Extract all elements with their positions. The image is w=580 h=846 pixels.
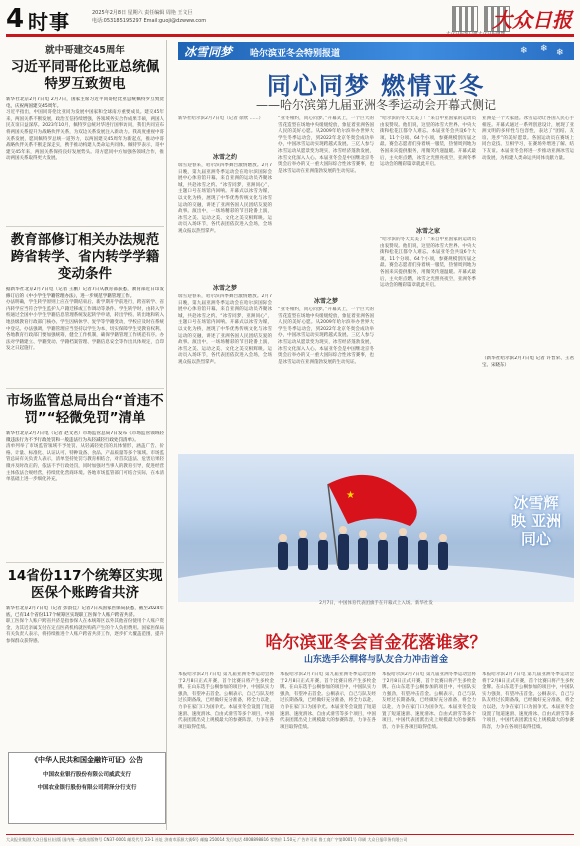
page-footer: 大众报业集团(大众日报社)出版 国内统一连续出版物号 CN37-0001 邮发代号 23-1 社址 济南市泺源大街6号 邮编 250014 发行电话 4008898816 零售价 1.50元 广告许可证 鲁工商广字第0001号 印刷 大众日报印务有限公司 [6,834,574,843]
section-title: 时事 [28,10,70,34]
page-header [0,0,580,40]
article-text: 职工医保个人账户跨省共济是指参保人在本统筹区以外其他省份使用个人账户资金，为其近亲属支付在定点医药机构就医购药产生的个人负担费用。国家医保局有关负责人表示，将持续推进个人账户跨省共济工作，逐步扩大覆盖范围，提升参保群众获得感。 [6,619,164,644]
column-subhead: 冰雪之家 [415,228,440,235]
national-flag [328,475,417,526]
article-title[interactable]: 教育部修订相关办法规范跨省转学、省内转学学籍变动条件 [10,232,160,282]
article-separator [6,388,164,389]
column-text: 瑞雪迎春来，哈尔滨四季舞台激情燃放。2月7日晚，第九届亚洲冬季运动会在哈尔滨国际会展中心体育馆开幕。来自亚洲的运动员齐聚冰城，共赴冰雪之约。“冰雪同梦，亚洲同心”，主题口号在场馆内回响。开幕式以冰雪为媒，以文化为桥，展现了中华优秀传统文化与冰雪运动的交融，讲述了亚洲各国人民团结友爱的故事。演出中，一场场精彩的节目轮番上演，冰雪之美、运动之美、文化之美交相辉映。运动员入场环节，各代表团依次进入会场，全场观众报以热烈掌声。 [178,163,272,234]
snowflake-icon: ❄ [540,44,548,54]
main-headline[interactable]: 同心同梦 燃情亚冬 [266,72,486,100]
newspaper-logo: 大众日报 [492,8,572,32]
column-text: 亚洲是一个大家庭。冰雪运动让各国人民心手相连。开幕式通过一系列创意设计，展现了亚洲文明的多样性与包容性，表达了“团结、友谊、进步”的美好愿景。各国运动员在赛场上同台竞技、互相学习，在赛场外增进了解、结下友谊。本届亚冬会将进一步推动亚洲冰雪运动发展，为构建人类命运共同体贡献力量。 [482,116,574,161]
bottom-body-col1: 本报哈尔滨2月7日电 第九届亚洲冬季运动会将于2月8日正式开赛，首个比赛日将产生多枚金牌。在山东选手公桐参加的项目中，中国队实力强劲，有望冲击首金。公桐表示，自己与队友经过长期备战，已经做好充分准备，将全力以赴，力争在家门口为国争光。本届亚冬会设置了短道速滑、速度滑冰、自由式滑雪等多个项目，中国代表团派出史上规模最大的参赛阵容，力争在各项目取得佳绩。 [178,672,274,730]
article-title[interactable]: 14省份117个统筹区实现医保个账跨省共济 [7,568,163,601]
column-text: “亚冬相约，同心同梦。”开幕式上，一个巨大的雪花造型在场地中央缓缓绽放，象征着亚洲各国人民的美好心愿。从2009年哈尔滨举办世界大学生冬季运动会，到2022年北京冬奥会成功举办，中国冰雪运动实现跨越式发展。三亿人参与冰雪运动从愿景变为现实，冰雪经济蓬勃发展，冰雪文化深入人心。本届亚冬会是中国继北京冬奥会后举办的又一重大国际综合性冰雪赛事，也是冰雪运动在亚洲蓬勃发展的生动见证。 [278,116,374,174]
article-text: 习近平指出，中国同哥伦比亚同为发展中国家和全球南方重要成员。建交45年来，两国关系不断发展，政治互信持续增强，各领域务实合作成果丰硕，两国人民友谊日益深厚。2023年10月，佩特罗总统对华进行国事访问，我们共同宣布将两国关系提升为战略伙伴关系，为双边关系发展注入新动力。我高度重视中哥关系发展，愿同佩特罗总统一道努力，以两国建交45周年为新起点，推动中哥战略伙伴关系不断走深走实，携手推动构建人类命运共同体。佩特罗表示，哥中建交45年来，两国关系保持良好发展势头。哥方愿同中方加强各领域合作，推动两国关系取得更大发展。 [6,110,164,162]
feature-column-4 [482,116,574,370]
article-body [6,431,164,549]
article-separator [6,562,164,563]
page-number: 4 [6,4,25,34]
article-lead: 新华社北京2月7日电（记者 彭韵佳）记者7日从国家医保局获悉，截至2024年底，已有14个省份117个统筹区实现职工医保个人账户跨省共济。 [6,606,164,618]
license-announcement [8,752,166,824]
column-subhead: 冰雪之梦 [313,298,338,305]
column-subhead: 冰雪之约 [212,154,237,161]
feature-column-2 [278,116,374,365]
column-lead: 新华社哈尔滨2月7日电（记者 徐欣 ……） [178,116,264,121]
snowflake-icon: ❄ [556,48,564,58]
article-education [6,232,164,405]
column-signoff: （新华社哈尔滨2月7日电 记者 许晋荣、王君宝、宋晓东） [482,356,574,368]
bottom-headline[interactable]: 哈尔滨亚冬会首金花落谁家？ [265,633,487,653]
main-subheadline: ——哈尔滨第九届亚洲冬季运动会开幕式侧记 [255,98,496,112]
announcement-line: 中国农业银行股份有限公司菏泽分行支行 [37,785,137,791]
article-title[interactable]: 市场监管总局出台“首违不罚”“轻微免罚”清单 [6,393,164,426]
article-xi-colombia [6,42,164,229]
bottom-body-col4: 本报哈尔滨2月7日电 第九届亚洲冬季运动会将于2月8日正式开赛，首个比赛日将产生多枚金牌。在山东选手公桐参加的项目中，中国队实力强劲，有望冲击首金。公桐表示，自己与队友经过长期备战，已经做好充分准备，将全力以赴，力争在家门口为国争光。本届亚冬会设置了短道速滑、速度滑冰、自由式滑雪等多个项目，中国代表团派出史上规模最大的参赛阵容，力争在各项目取得佳绩。 [482,672,574,730]
header-meta-contact: 电话:053185195297 Email:guoji@dzwww.com [92,18,207,24]
article-market-regulation [6,393,164,549]
banner-subtitle: 哈尔滨亚冬会特别报道 [250,49,341,59]
feature-column-3 [380,116,476,373]
article-kicker: 就中哥建交45周年 [45,45,125,56]
bottom-body-col2: 本报哈尔滨2月7日电 第九届亚洲冬季运动会将于2月8日正式开赛，首个比赛日将产生多枚金牌。在山东选手公桐参加的项目中，中国队实力强劲，有望冲击首金。公桐表示，自己与队友经过长期备战，已经做好充分准备，将全力以赴，力争在家门口为国争光。本届亚冬会设置了短道速滑、速度滑冰、自由式滑雪等多个项目，中国代表团派出史上规模最大的参赛阵容，力争在各项目取得佳绩。 [280,672,376,730]
column-text: “亚冬相约，同心同梦。”开幕式上，一个巨大的雪花造型在场地中央缓缓绽放，象征着亚洲各国人民的美好心愿。从2009年哈尔滨举办世界大学生冬季运动会，到2022年北京冬奥会成功举办，中国冰雪运动实现跨越式发展。三亿人参与冰雪运动从愿景变为现实，冰雪经济蓬勃发展，冰雪文化深入人心。本届亚冬会是中国继北京冬奥会后举办的又一重大国际综合性冰雪赛事，也是冰雪运动在亚洲蓬勃发展的生动见证。 [278,307,374,365]
column-subhead: 冰雪之梦 [212,285,237,292]
article-title[interactable]: 习近平同哥伦比亚总统佩特罗互致贺电 [10,59,160,92]
announcement-title: 《中华人民共和国金融许可证》公告 [31,756,143,764]
article-medical-insurance [6,568,164,734]
feature-column-1 [178,116,272,454]
announcement-line: 中国农业银行股份有限公司威武支行 [42,772,131,778]
article-lead: 新华社北京2月7日电（记者 赵文君）市场监管总局7日发布《市场监管领域轻微违法行为不予行政处罚和一般违法行为从轻减轻行政处罚清单》。 [6,431,164,443]
article-text: 清单列举了市场监管领域不予处罚、从轻减轻处罚的具体情形，涵盖广告、价格、计量、标准化、认证认可、特种设备、食品、产品质量等多个领域。市场监管总局有关负责人表示，清单坚持处罚与教育相结合，对首次违法、危害后果轻微并及时改正的，依法不予行政处罚，同时加强对当事人的教育引导，促进经营主体依法合规经营，持续优化营商环境。各地市场监管部门可结合实际，在本清单基础上进一步细化补充。 [6,444,164,483]
special-report-banner [178,42,574,60]
article-text: 办法明确，学生转学原则上应在学期结束后、新学期开学前进行，跨省转学、省内转学应当符合学生监护人户籍迁移或工作调动等条件。学生转学时，由转入学校通过全国中小学生学籍信息管理系统发起转学申请，转出学校、转出地和转入地县级教育行政部门核办。学生因病休学、复学等学籍变动，学校应及时在系统中登记。办法强调，学籍管理应当坚持以学生为本，切实保障学生受教育权利。各地教育行政部门要加强统筹，健全工作机制，确保学籍管理工作规范有序。办法对学籍建立、学籍变动、学籍档案管理、学籍信息安全等作出具体规定，自印发之日起施行。 [6,300,164,352]
column-text: “哈尔滨的冬天太美了！”来自中亚国家的运动员由衷赞叹。他们说，这里的冰雪大世界、中央大街和松花江都令人难忘。本届亚冬会共设6个大项、11个分项、64个小项，参赛规模创历届之最。赛会志愿者们身着统一服装，热情周到地为各国来宾提供服务，用微笑传递温暖。开幕式最后，主火炬点燃，冰雪之光照亮夜空，亚洲冬季运动会的精彩篇章就此开启。 [380,237,476,289]
qr-code-icon[interactable] [452,6,478,32]
column-text: 瑞雪迎春来，哈尔滨四季舞台激情燃放。2月7日晚，第九届亚洲冬季运动会在哈尔滨国际会展中心体育馆开幕。来自亚洲的运动员齐聚冰城，共赴冰雪之约。“冰雪同梦，亚洲同心”，主题口号在场馆内回响。开幕式以冰雪为媒，以文化为桥，展现了中华优秀传统文化与冰雪运动的交融，讲述了亚洲各国人民团结友爱的故事。演出中，一场场精彩的节目轮番上演，冰雪之美、运动之美、文化之美交相辉映。运动员入场环节，各代表团依次进入会场，全场观众报以热烈掌声。 [178,294,272,365]
article-separator [6,226,164,227]
header-rule [6,34,574,37]
bottom-body-col3: 本报哈尔滨2月7日电 第九届亚洲冬季运动会将于2月8日正式开赛，首个比赛日将产生多枚金牌。在山东选手公桐参加的项目中，中国队实力强劲，有望冲击首金。公桐表示，自己与队友经过长期备战，已经做好充分准备，将全力以赴，力争在家门口为国争光。本届亚冬会设置了短道速滑、速度滑冰、自由式滑雪等多个项目，中国代表团派出史上规模最大的参赛阵容，力争在各项目取得佳绩。 [382,672,476,730]
article-body [6,97,164,229]
photo-overlay-text: 冰雪辉映 亚洲同心 [510,494,562,548]
article-body [6,606,164,734]
column-divider [166,40,167,830]
banner-title: 冰雪同梦 [184,45,233,59]
photo-caption: 2月7日，中国体育代表团旗手在开幕式上入场。新华社发 [319,601,433,606]
header-meta-date: 2025年2月8日 星期六 责任编辑 周艳 王文巨 [92,10,193,16]
opening-ceremony-photo[interactable] [178,454,574,602]
flag-star: ★ [346,490,355,501]
ice-floor [178,564,574,602]
snowflake-icon: ❄ [520,46,528,56]
bottom-subheadline: 山东选手公桐将与队友合力冲击首金 [303,655,448,665]
column-text: “哈尔滨的冬天太美了！”来自中亚国家的运动员由衷赞叹。他们说，这里的冰雪大世界、中央大街和松花江都令人难忘。本届亚冬会共设6个大项、11个分项、64个小项，参赛规模创历届之最。赛会志愿者们身着统一服装，热情周到地为各国来宾提供服务，用微笑传递温暖。开幕式最后，主火炬点燃，冰雪之光照亮夜空，亚洲冬季运动会的精彩篇章就此开启。 [380,116,476,168]
article-lead: 新华社北京2月7日电 2月7日，国家主席习近平同哥伦比亚总统佩特罗互致贺电，庆祝两国建交45周年。 [6,97,164,109]
article-lead: 据新华社北京2月7日电（记者 王鹏）记者7日从教育部获悉，教育部近日印发修订后的《中小学生学籍管理办法》，进一步规范学籍管理工作。 [6,287,164,299]
